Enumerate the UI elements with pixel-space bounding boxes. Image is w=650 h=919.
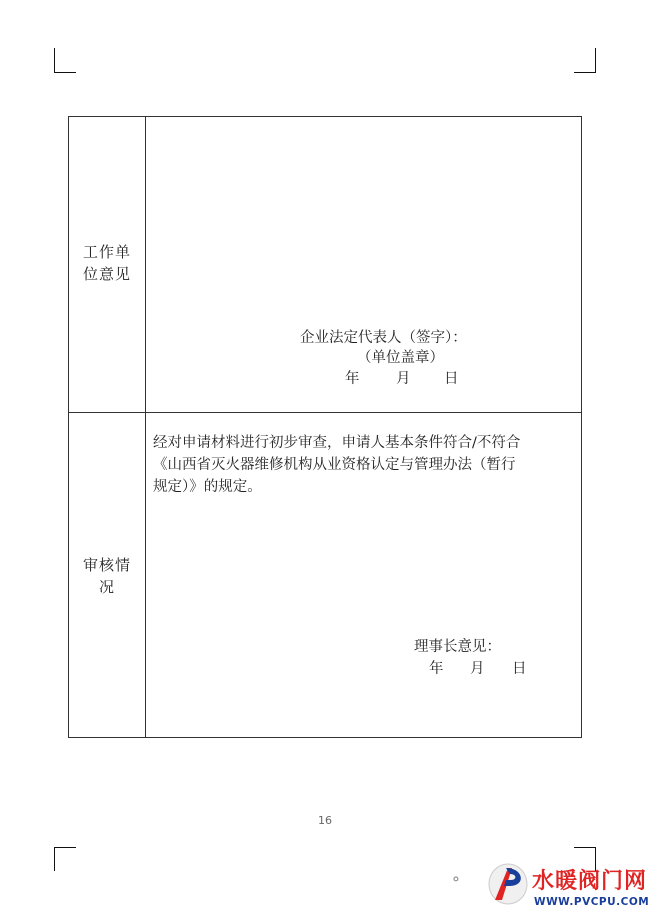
unit-seal-label: （单位盖章） <box>357 350 444 366</box>
column-divider <box>145 117 146 737</box>
crop-mark-bottom-left <box>54 847 76 848</box>
wechat-icon: ⚬ <box>450 872 462 888</box>
form-table <box>68 116 582 738</box>
crop-mark-bottom-right <box>574 847 596 848</box>
work-unit-date-month: 月 <box>396 371 411 387</box>
watermark-url: WWW.PVCPU.COM <box>534 896 650 908</box>
review-paragraph: 经对申请材料进行初步审查，申请人基本条件符合/不符合 《山西省灭火器维修机构从业资格认定与管理办法（暂行 规定）》的规定。 <box>153 435 521 495</box>
site-logo-icon <box>486 860 530 906</box>
chairman-opinion-label: 理事长意见： <box>414 639 501 655</box>
crop-mark-top-right <box>574 72 596 73</box>
crop-mark-top-right <box>595 48 596 72</box>
crop-mark-bottom-left <box>54 847 55 871</box>
row-divider <box>69 412 581 413</box>
review-date-day: 日 <box>512 661 527 677</box>
watermark-brand: 水暖阀门网 <box>532 869 648 894</box>
crop-mark-top-left <box>54 72 76 73</box>
work-unit-date-year: 年 <box>345 371 360 387</box>
site-watermark <box>450 860 648 916</box>
review-label: 审核情 况 <box>82 556 131 596</box>
review-date-year: 年 <box>429 661 444 677</box>
work-unit-date-day: 日 <box>444 371 459 387</box>
page-number: 16 <box>318 814 332 827</box>
crop-mark-top-left <box>54 48 55 72</box>
review-date-month: 月 <box>470 661 485 677</box>
work-unit-label: 工作单 位意见 <box>82 243 131 283</box>
representative-signature-label: 企业法定代表人（签字）： <box>300 330 467 346</box>
